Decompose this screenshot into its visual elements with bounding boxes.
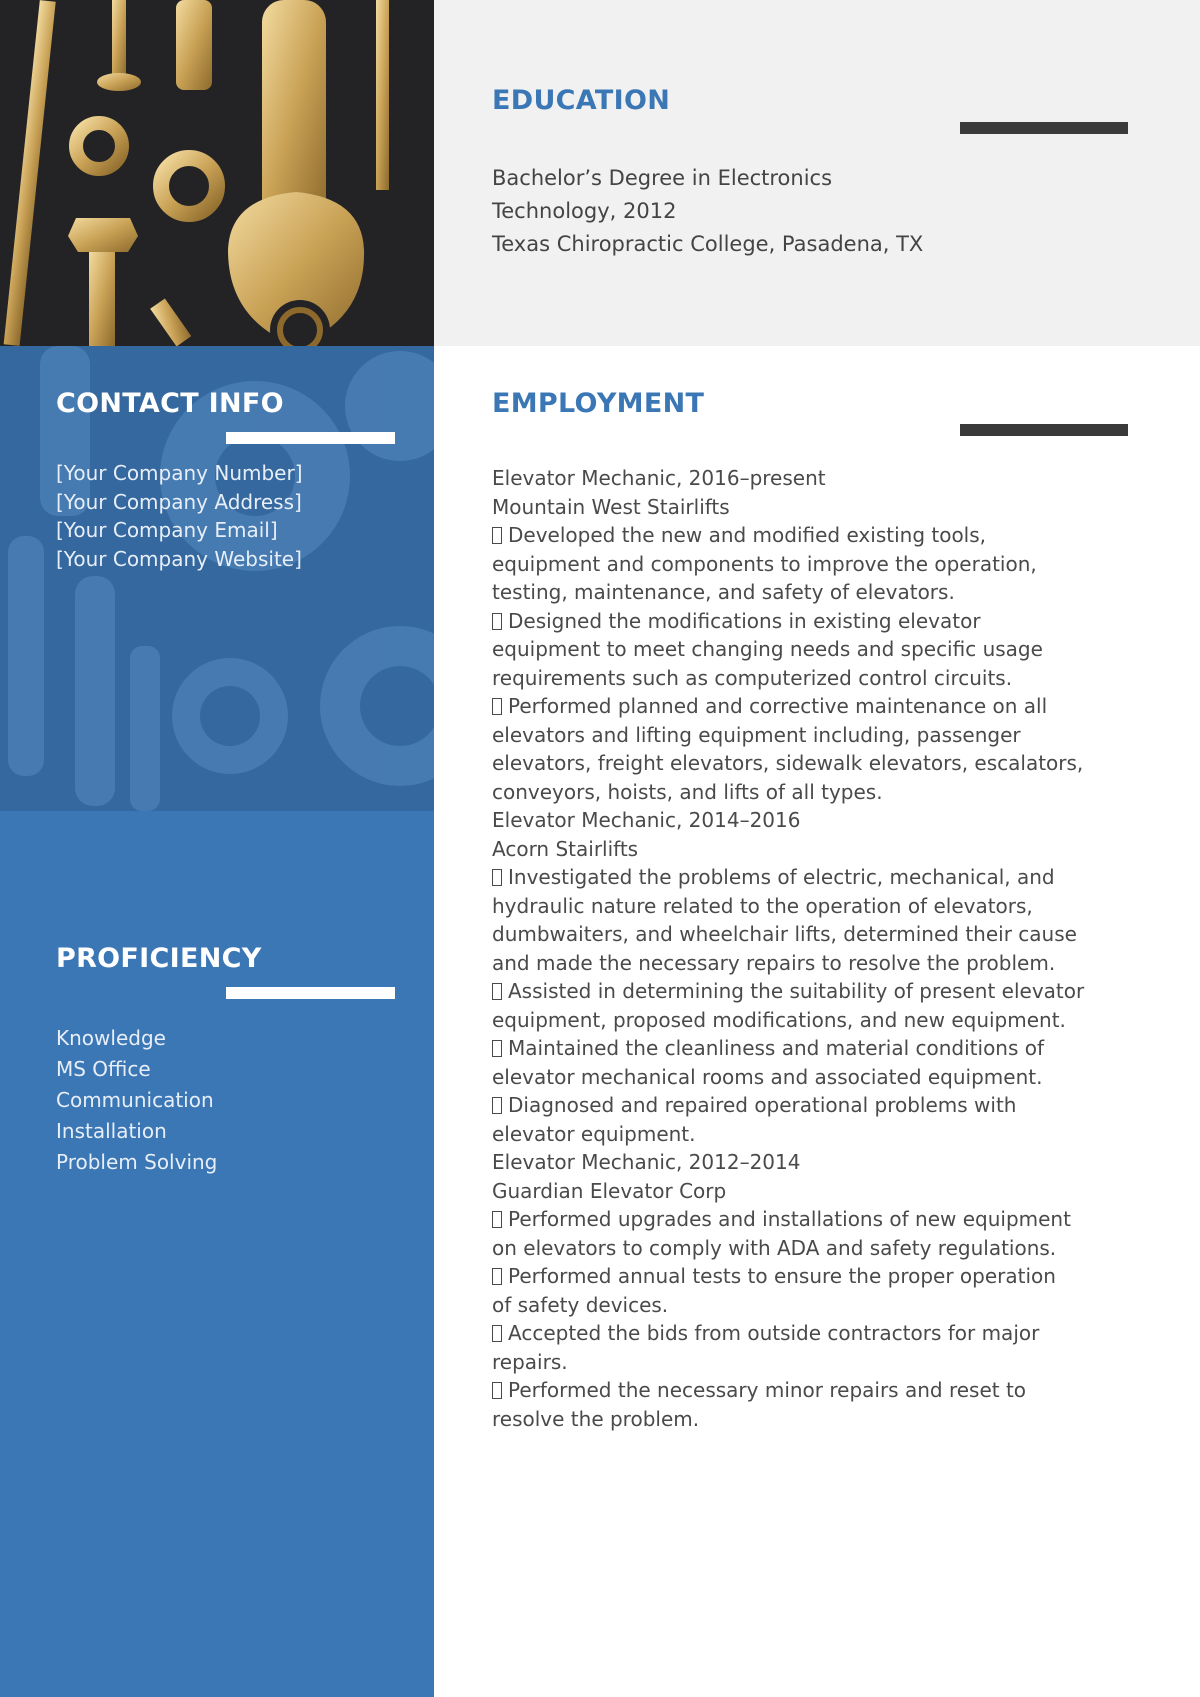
contact-title: CONTACT INFO [56,388,284,419]
job-duty-cont: elevators and lifting equipment including, passenger [492,722,1021,747]
contact-email: [Your Company Email] [56,518,278,542]
education-school: Texas Chiropractic College, Pasadena, TX [492,232,924,256]
proficiency-list [56,1023,217,1178]
bullet-icon [492,869,502,886]
job-title: Elevator Mechanic, 2014–2016 [492,808,801,832]
bullet-icon [492,698,502,715]
contact-phone: [Your Company Number] [56,461,303,485]
job-duty-cont: repairs. [492,1349,568,1374]
employment-title: EMPLOYMENT [492,388,705,419]
education-degree: Bachelor’s Degree in Electronics [492,166,833,190]
job-duty: Performed upgrades and installations of new equipment [508,1207,1071,1231]
employment-details [492,464,1152,1433]
job-duty-cont: equipment, proposed modifications, and new equipment. [492,1007,1066,1032]
bullet-icon [492,613,502,630]
job-duty-cont: and made the necessary repairs to resolve the problem. [492,950,1056,975]
job-duty-cont: equipment to meet changing needs and specific usage [492,637,1043,661]
job-duty: Designed the modifications in existing elevator [508,608,981,633]
bullet-icon [492,983,502,1000]
proficiency-item: MS Office [56,1057,151,1081]
job-duty: Maintained the cleanliness and material conditions of [508,1036,1045,1060]
job-duty-cont: testing, maintenance, and safety of elevators. [492,580,955,604]
job-duty-cont: hydraulic nature related to the operation of elevators, [492,893,1033,918]
job-title: Elevator Mechanic, 2016–present [492,466,826,490]
job-duty-cont: elevator mechanical rooms and associated equipment. [492,1064,1043,1089]
job-duty-cont: dumbwaiters, and wheelchair lifts, determined their cause [492,922,1077,946]
left-sidebar [0,0,434,1697]
education-details [492,162,992,261]
proficiency-item: Problem Solving [56,1150,218,1174]
job-duty-cont: elevator equipment. [492,1121,696,1146]
bullet-icon [492,1268,502,1285]
bullet-icon [492,527,502,544]
contact-website: [Your Company Website] [56,546,302,571]
proficiency-title-divider [226,987,395,999]
bullet-icon [492,1040,502,1057]
job-duty-cont: conveyors, hoists, and lifts of all types. [492,779,883,804]
contact-address: [Your Company Address] [56,489,302,514]
job-company: Mountain West Stairlifts [492,494,730,519]
job-duty-cont: of safety devices. [492,1292,669,1317]
proficiency-item: Installation [56,1119,167,1143]
bullet-icon [492,1325,502,1342]
contact-list [56,459,303,573]
job-duty: Performed annual tests to ensure the proper operation [508,1264,1056,1288]
education-title: EDUCATION [492,85,671,116]
tools-photo [0,0,434,346]
education-title-divider [960,122,1128,134]
job-company: Acorn Stairlifts [492,836,639,861]
contact-title-divider [226,432,395,444]
proficiency-item: Knowledge [56,1026,166,1050]
employment-title-divider [960,424,1128,436]
job-duty-cont: equipment and components to improve the operation, [492,551,1037,576]
job-company: Guardian Elevator Corp [492,1178,727,1203]
job-duty-cont: requirements such as computerized control circuits. [492,665,1013,690]
job-duty: Accepted the bids from outside contractors for major [508,1321,1040,1345]
job-duty-cont: elevators, freight elevators, sidewalk elevators, escalators, [492,751,1084,775]
job-duty-cont: resolve the problem. [492,1406,700,1431]
bullet-icon [492,1097,502,1114]
bullet-icon [492,1382,502,1399]
job-duty: Developed the new and modified existing tools, [508,523,987,547]
job-duty: Diagnosed and repaired operational problems with [508,1093,1017,1117]
job-duty: Assisted in determining the suitability of present elevator [508,979,1085,1003]
job-duty: Performed the necessary minor repairs and reset to [508,1378,1027,1402]
proficiency-title: PROFICIENCY [56,943,262,974]
job-duty: Investigated the problems of electric, mechanical, and [508,865,1055,889]
education-degree-cont: Technology, 2012 [492,199,677,223]
bullet-icon [492,1211,502,1228]
proficiency-item: Communication [56,1088,214,1112]
job-title: Elevator Mechanic, 2012–2014 [492,1150,801,1174]
tools-illustration [0,0,434,346]
job-duty: Performed planned and corrective maintenance on all [508,694,1048,718]
job-duty-cont: on elevators to comply with ADA and safety regulations. [492,1235,1057,1260]
